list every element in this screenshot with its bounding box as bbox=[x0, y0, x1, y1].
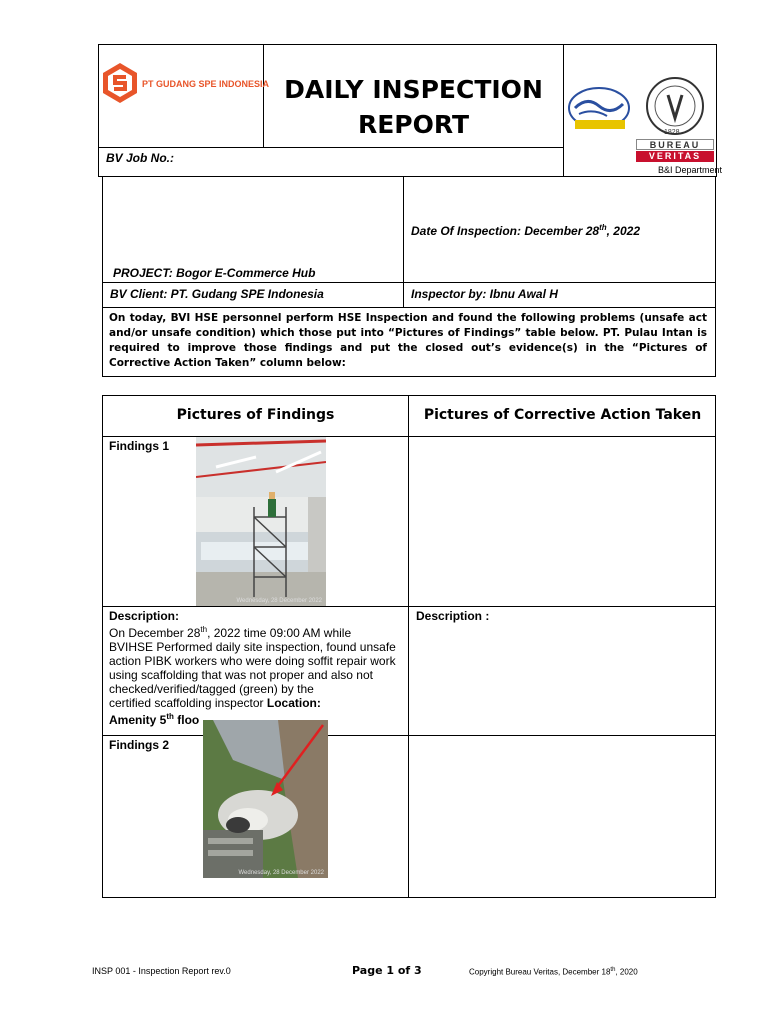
desc-last-line: certified scaffolding inspector bbox=[109, 696, 267, 710]
header-divider-2 bbox=[563, 44, 564, 177]
description-last-line bbox=[109, 696, 399, 710]
info-vline bbox=[403, 177, 404, 307]
intro-paragraph: On today, BVI HSE personnel perform HSE Inspection and found the following problems (unsafe act and/or unsafe condition) which those put into “Pictures of Findings” table below. PT. Pulau Intan is required to improve those findings and put the closed out’s evidence(s) in the “Pictures of Corrective Action Taken” column below: bbox=[109, 312, 707, 369]
photo-1-timestamp: Wednesday, 28 December 2022 bbox=[236, 598, 322, 604]
date-suffix: , 2022 bbox=[606, 224, 640, 238]
inspector: Inspector by: Ibnu Awal H bbox=[411, 287, 558, 301]
header-hline bbox=[98, 147, 564, 148]
description-body: BVIHSE Performed daily site inspection, found unsafe action PIBK workers who were doing soffit repair work using scaffolding that was not proper and also not checked/verified/tagged (green) by the bbox=[109, 640, 396, 696]
title-line-1: DAILY INSPECTION bbox=[284, 75, 543, 104]
copyright-sup: th bbox=[610, 967, 616, 973]
location-label: Location: bbox=[266, 696, 321, 710]
desc-line1-sup: th bbox=[200, 625, 208, 634]
footer-copyright bbox=[469, 967, 638, 977]
finding-1-label: Findings 1 bbox=[109, 439, 169, 453]
bv-logo bbox=[636, 73, 714, 163]
finding-1-photo bbox=[196, 437, 326, 606]
project-label: PROJECT: Bogor E-Commerce Hub bbox=[113, 266, 316, 280]
table-hline-2 bbox=[102, 606, 716, 607]
title-line-2: REPORT bbox=[357, 110, 470, 139]
footer-doc-ref: INSP 001 - Inspection Report rev.0 bbox=[92, 966, 231, 976]
bv-logo-top: BUREAU bbox=[636, 139, 714, 150]
table-hline-3 bbox=[102, 735, 716, 736]
debris-photo-icon bbox=[203, 720, 328, 878]
bv-year: 1828 bbox=[664, 129, 680, 136]
kan-logo bbox=[567, 86, 633, 134]
footer-page: Page 1 of 3 bbox=[352, 964, 422, 977]
table-hline-1 bbox=[102, 436, 716, 437]
table-vline bbox=[408, 395, 409, 898]
desc-line1-suffix: , 2022 time 09:00 AM while bbox=[207, 626, 352, 640]
copyright-prefix: Copyright Bureau Veritas, December 18 bbox=[469, 967, 611, 977]
col-header-corrective: Pictures of Corrective Action Taken bbox=[423, 407, 702, 423]
date-sup: th bbox=[599, 223, 607, 232]
scaffolding-photo-icon bbox=[196, 437, 326, 606]
location-prefix: Amenity 5 bbox=[109, 713, 167, 727]
company-logo bbox=[102, 62, 270, 106]
spe-logo-icon bbox=[102, 62, 138, 104]
col-header-findings: Pictures of Findings bbox=[176, 407, 335, 423]
finding-2-photo bbox=[203, 720, 328, 878]
kan-logo-icon bbox=[567, 86, 633, 134]
photo-2-timestamp: Wednesday, 28 December 2022 bbox=[238, 870, 324, 876]
date-prefix: Date Of Inspection: December 28 bbox=[411, 224, 600, 238]
description-label: Description: bbox=[109, 609, 180, 623]
finding-1-description bbox=[109, 609, 399, 727]
bv-logo-bottom: VERITAS bbox=[636, 151, 714, 162]
copyright-suffix: , 2020 bbox=[615, 967, 638, 977]
description-line-1 bbox=[109, 623, 399, 640]
inspection-date bbox=[411, 223, 640, 238]
company-name: PT GUDANG SPE INDONESIA bbox=[142, 79, 270, 89]
info-hline-1 bbox=[102, 282, 716, 283]
bv-client: BV Client: PT. Gudang SPE Indonesia bbox=[110, 287, 324, 301]
finding-2-label: Findings 2 bbox=[109, 738, 169, 752]
department-label: B&I Department bbox=[658, 165, 723, 175]
info-hline-2 bbox=[102, 307, 716, 308]
corrective-description-label: Description : bbox=[416, 609, 490, 623]
location-sup: th bbox=[166, 712, 174, 721]
report-title bbox=[264, 72, 563, 142]
desc-line1-prefix: On December 28 bbox=[109, 626, 201, 640]
bv-job-no-label: BV Job No.: bbox=[106, 151, 174, 165]
location-suffix: floo bbox=[173, 713, 200, 727]
